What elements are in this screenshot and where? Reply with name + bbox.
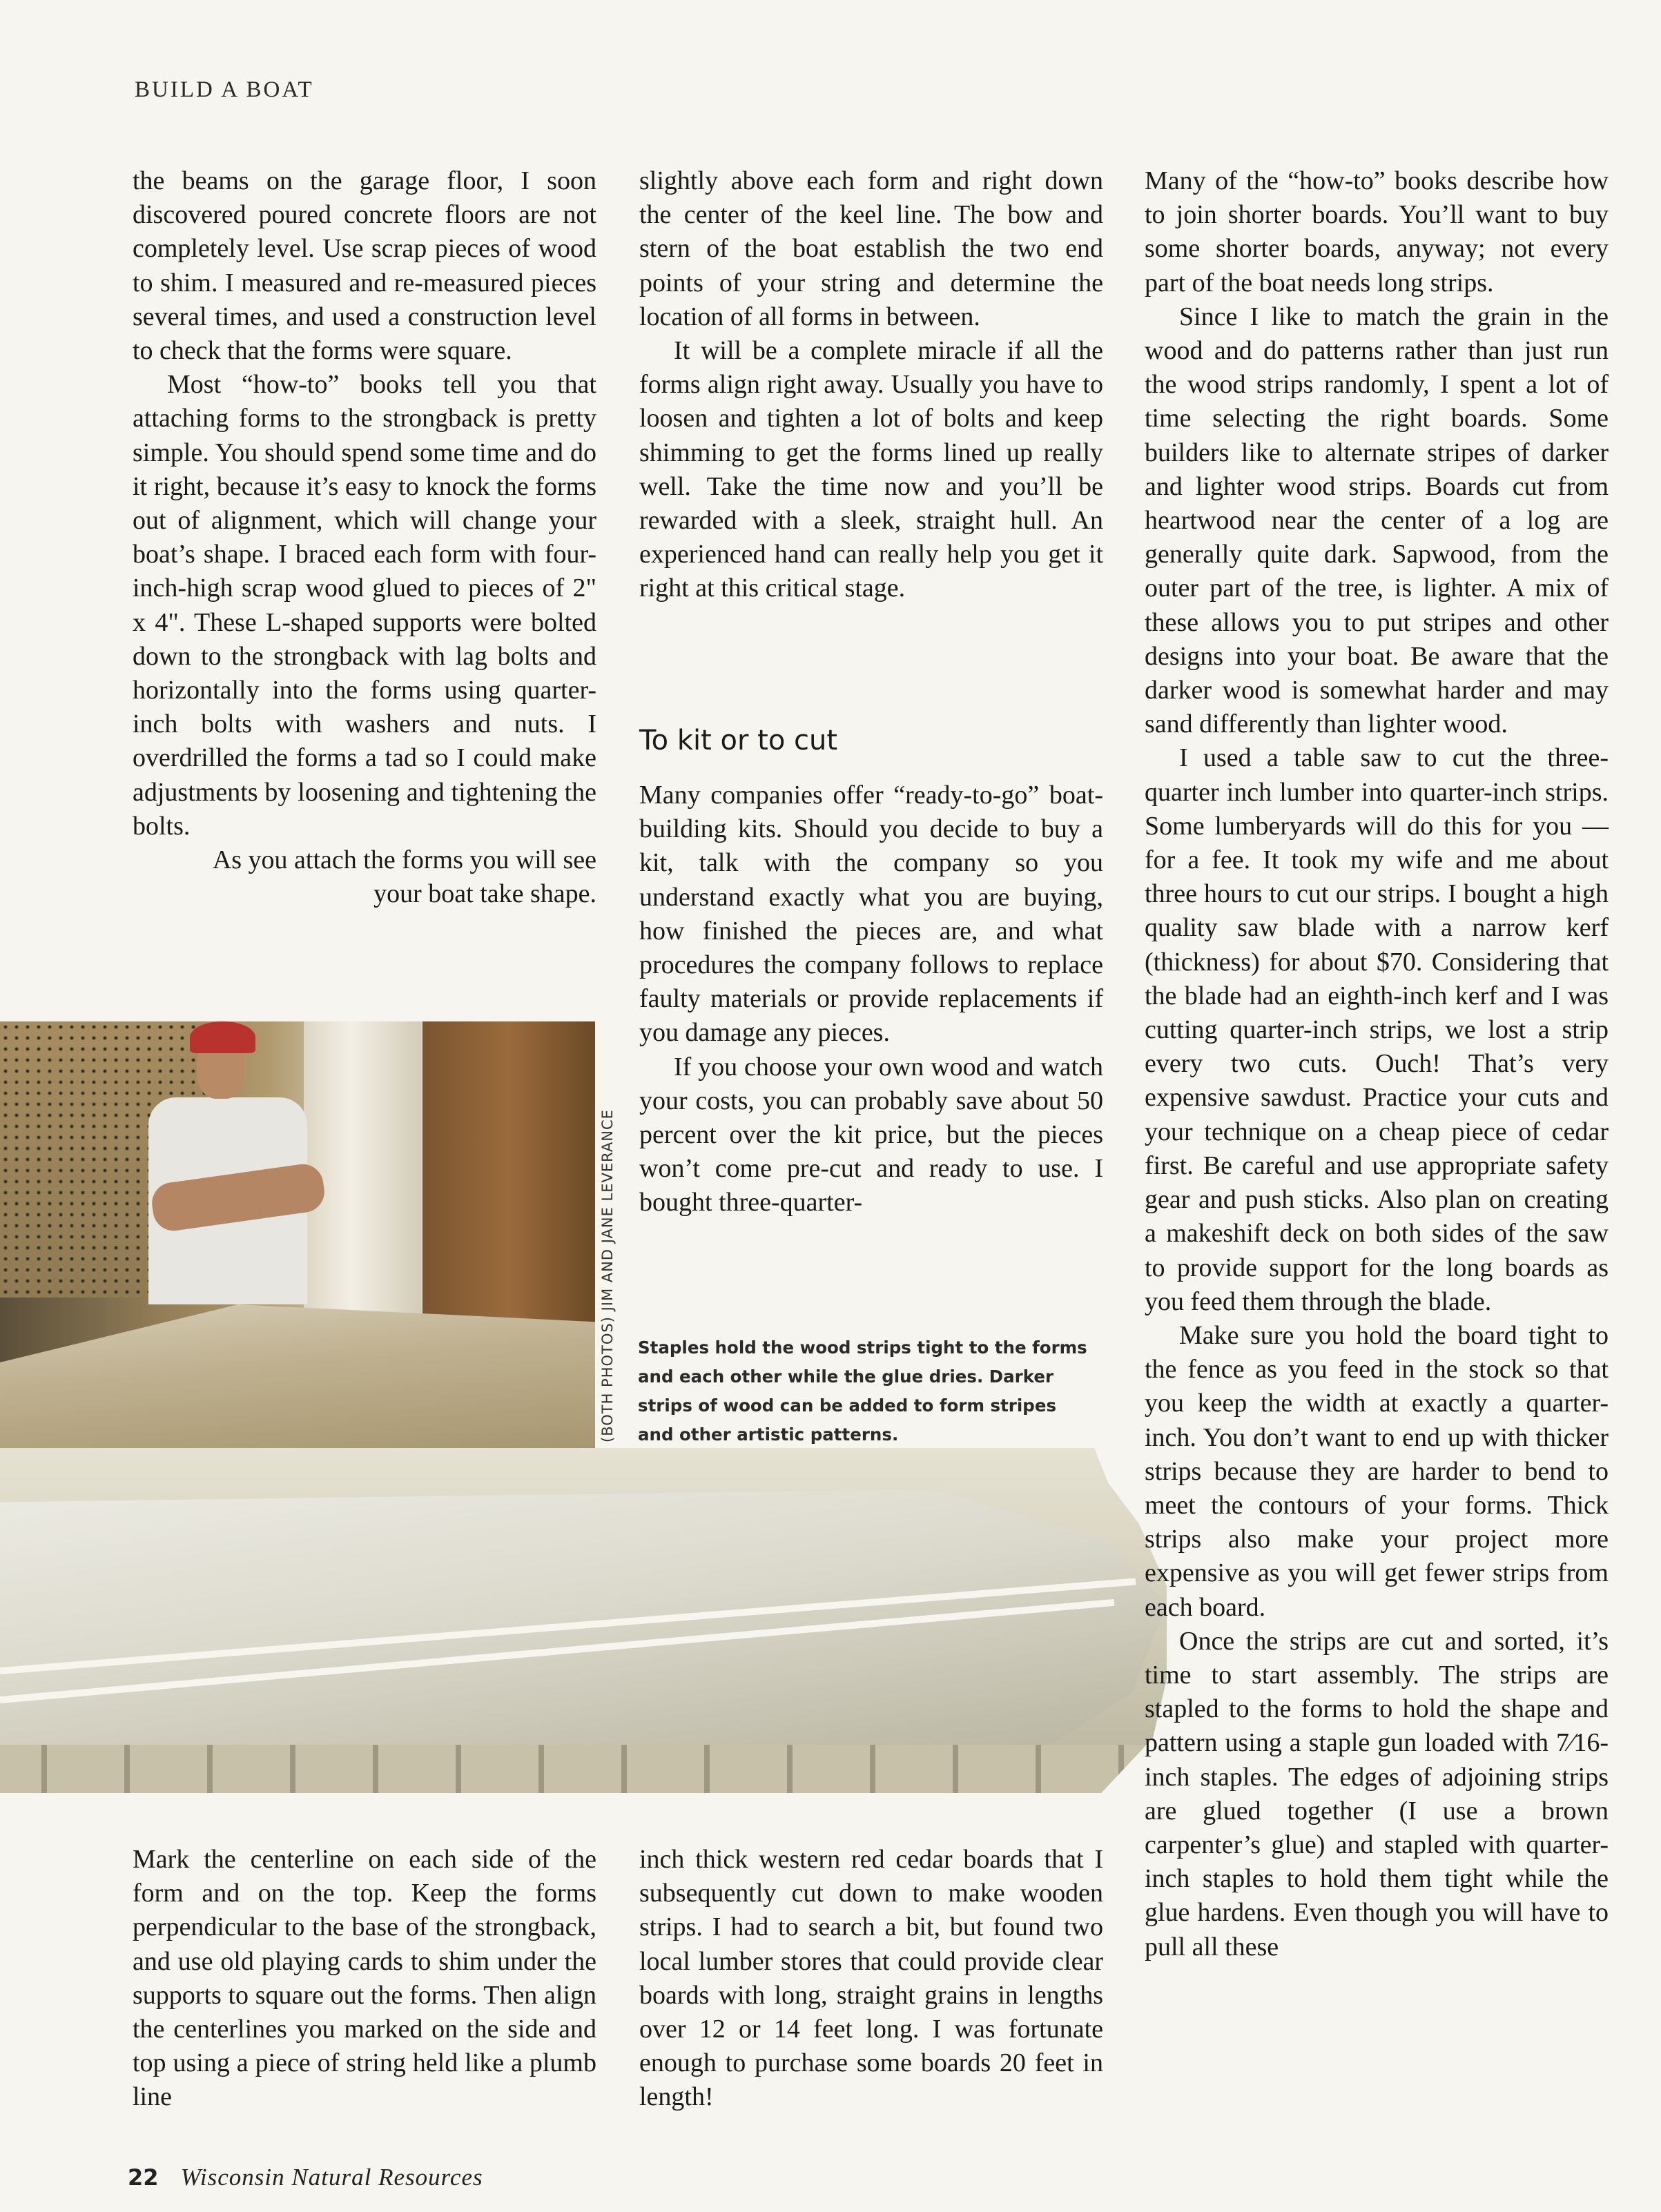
column-1-top	[133, 164, 596, 911]
photo-builder-in-garage	[0, 1021, 595, 1448]
column-2-top	[639, 164, 1103, 606]
column-2-bottom	[639, 1843, 1103, 2115]
paragraph: inch thick western red cedar boards that I subsequently cut down to make wooden strips. I had to search a bit, but found two local lumber stores that could provide clear boards with long, straight grains in lengths over 12 or 14 feet long. I was fortunate enough to purchase some boards 20 feet in length!	[639, 1845, 1103, 2112]
paragraph: Make sure you hold the board tight to the fence as you feed in the stock so that you keep the width at exactly a quarter-inch. You don’t want to end up with thicker strips because they are harder to bend to meet the contours of your forms. Thick strips also make your project more expensive as you will get fewer strips from each board.	[1145, 1320, 1609, 1622]
hull-in-photo	[0, 1304, 595, 1448]
photo-credit: (BOTH PHOTOS) JIM AND JANE LEVERANCE	[599, 1109, 616, 1442]
paragraph: Since I like to match the grain in the wood and do patterns rather than just run the wood strips randomly, I spent a lot of time selecting the right boards. Some builders like to alternate stripes of darker and lighter wood strips. Boards cut from heartwood near the center of a log are generally quite dark. Sapwood, from the outer part of the tree, is lighter. A mix of these allows you to put stripes and other designs into your boat. Be aware that the darker wood is somewhat harder and may sand differently than lighter wood.	[1145, 302, 1609, 739]
running-head: BUILD A BOAT	[135, 77, 314, 102]
paragraph: As you attach the forms you will see your boat take shape.	[212, 845, 596, 909]
magazine-title: Wisconsin Natural Resources	[180, 2164, 483, 2191]
paragraph: Mark the centerline on each side of the form and on the top. Keep the forms perpendicular to the base of the strongback, and use old playing cards to shim under the supports to square out the forms. Then align the centerlines you marked on the side and top using a piece of string held like a plumb line	[133, 1845, 596, 2112]
paragraph: If you choose your own wood and watch your costs, you can probably save about 50 percent over the kit price, but the pieces won’t come pre-cut and ready to use. I bought three-quarter-	[639, 1052, 1103, 1217]
paragraph: I used a table saw to cut the three-quarter inch lumber into quarter-inch strips. Some lumberyards will do this for you — for a fee. It took my wife and me about three hours to cut our strips. I bought a high quality saw blade with a narrow kerf (thickness) for about $70. Considering that the blade had an eighth-inch kerf and I was cutting quarter-inch strips, we lost a strip every two cuts. Ouch! That’s very expensive sawdust. Practice your cuts and your technique on a cheap piece of cedar first. Be careful and use appropriate safety gear and push sticks. Also plan on creating a makeshift deck on both sides of the saw to provide support for the long boards as you feed them through the blade.	[1145, 743, 1609, 1316]
paragraph: Many of the “how-to” books describe how to join shorter boards. You’ll want to buy some shorter boards, anyway; not every part of the boat needs long strips.	[1145, 166, 1609, 297]
page-number: 22	[128, 2164, 159, 2191]
photo-caption: Staples hold the wood strips tight to the forms and each other while the glue dries. Darker strips of wood can be added to form stripes and other artistic patterns.	[638, 1338, 1087, 1445]
column-3	[1145, 164, 1609, 1964]
paragraph: Once the strips are cut and sorted, it’s time to start assembly. The strips are stapled to the forms to hold the shape and pattern using a staple gun loaded with 7⁄16-inch staples. The edges of adjoining strips are glued together (I use a brown carpenter’s glue) and stapled with quarter-inch staples to hold them tight while the glue hardens. Even though you will have to pull all these	[1145, 1626, 1609, 1961]
paragraph: It will be a complete miracle if all the forms align right away. Usually you have to loosen and tighten a lot of bolts and keep shimming to get the forms lined up really well. Take the time now and you’ll be rewarded with a sleek, straight hull. An experienced hand can really help you get it right at this critical stage.	[639, 336, 1103, 603]
hull-body	[0, 1489, 1167, 1745]
column-2-middle	[639, 779, 1103, 1220]
paragraph: Many companies offer “ready-to-go” boat-building kits. Should you decide to buy a kit, talk with the company so you understand exactly what you are buying, how finished the pieces are, and what procedures the company follows to replace faulty materials or provide replacements if you damage any pieces.	[639, 781, 1103, 1048]
paragraph: the beams on the garage floor, I soon discovered poured concrete floors are not completely level. Use scrap pieces of wood to shim. I measured and re-measured pieces several times, and used a construction level to check that the forms were square.	[133, 166, 596, 366]
page-footer	[128, 2164, 483, 2191]
person-cap	[190, 1021, 255, 1053]
photo-boat-hull	[0, 1448, 1167, 1793]
paragraph: Most “how-to” books tell you that attaching forms to the strongback is pretty simple. You should spend some time and do it right, because it’s easy to knock the forms out of alignment, which will change your boat’s shape. I braced each form with four-inch-high scrap wood glued to pieces of 2" x 4". These L-shaped supports were bolted down to the strongback with lag bolts and horizontally into the forms using quarter-inch bolts with washers and nuts. I overdrilled the forms a tad so I could make adjustments by loosening and tightening the bolts.	[133, 370, 596, 841]
section-heading: To kit or to cut	[639, 725, 838, 756]
boat-forms	[0, 1745, 1167, 1793]
paragraph: slightly above each form and right down the center of the keel line. The bow and stern of the boat establish the two end points of your string and determine the location of all forms in between.	[639, 166, 1103, 331]
column-1-bottom	[133, 1843, 596, 2115]
